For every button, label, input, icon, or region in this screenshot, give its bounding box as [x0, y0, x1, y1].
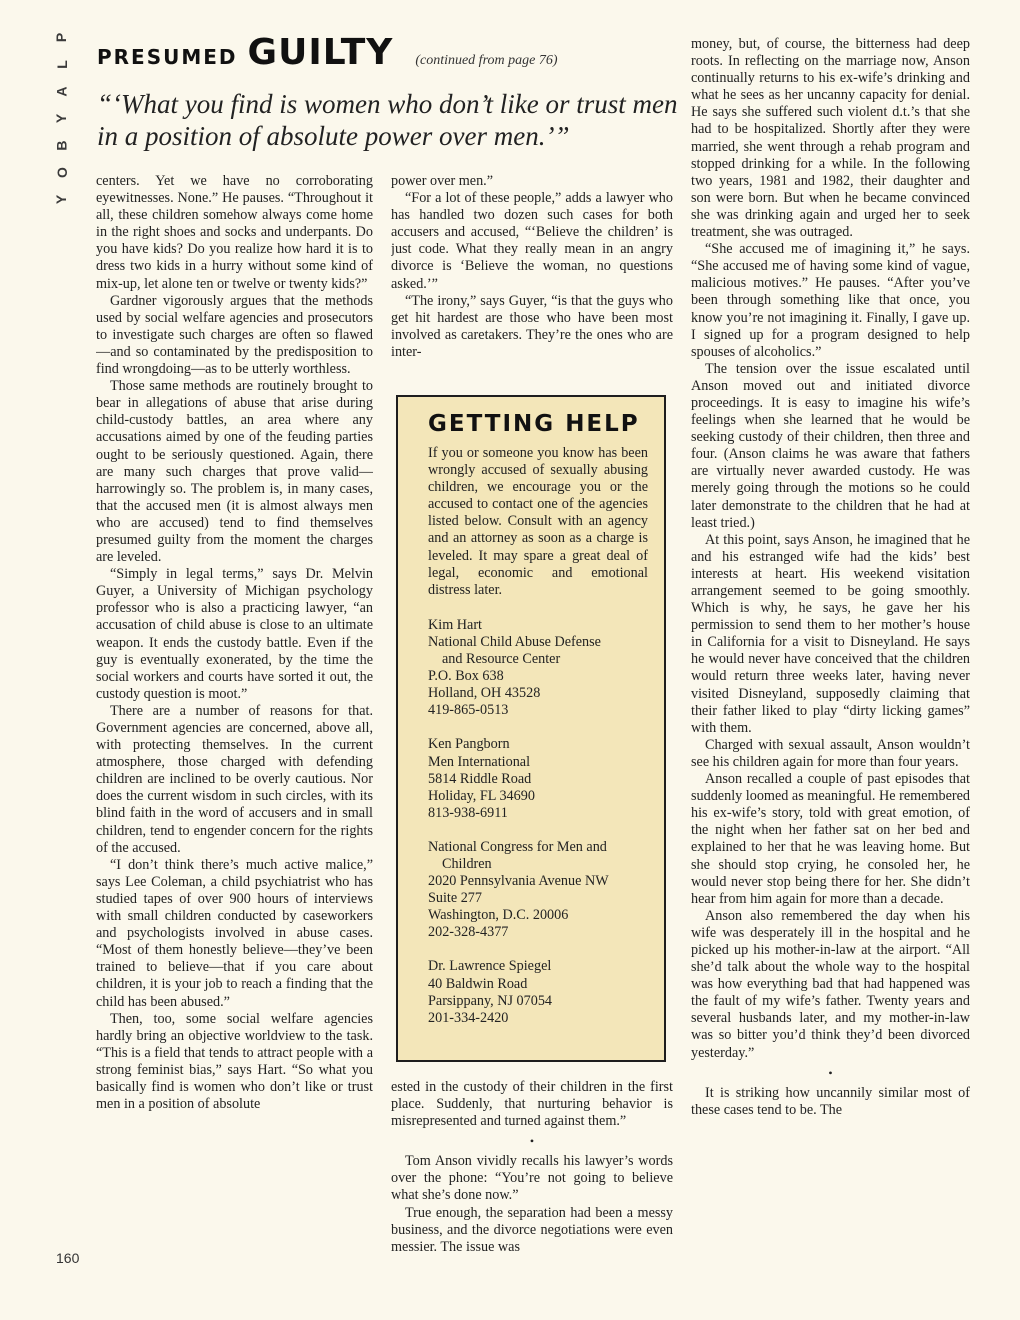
page-number: 160 — [56, 1250, 80, 1266]
sidebar-intro: If you or someone you know has been wrongly accused of sexually abusing children, we encourage you or the accused to contact one of the agencies listed below. Consult with an agency and an attorney as soon as a charge is leveled. It may spare a great deal of legal, economic and emotional distress later. — [428, 445, 648, 598]
contact-line: Kim Hart — [428, 616, 482, 633]
paragraph: Anson also remembered the day when his wife was desperately ill in the hospital and he picked up his mother-in-law at the airport. “All she’d talk about the whole way to the hospital was how everything bad that had happened was the fault of my wife’s father. Twenty years and several husbands later, and my mother-in-law was so bitter you’d think they’d been divorced yesterday.” — [691, 907, 970, 1061]
column-3 — [691, 36, 970, 1276]
magazine-letter: P — [53, 32, 70, 43]
magazine-letter: O — [53, 167, 70, 178]
paragraph: “For a lot of these people,” adds a lawyer who has handled two dozen such cases for both accusers and accused, “‘Believe the children’ is just code. What they really mean in an angry divorce is ‘Believe the woman, no questions asked.’” — [391, 190, 673, 292]
contact-line: Parsippany, NJ 07054 — [428, 992, 553, 1009]
paragraph: “She accused me of imagining it,” he says. “She accused me of having some kind of vague, malicious motives.” He pauses. “After you’ve been through something like that once, you know you’re not imagining it. Finally, I gave up. I signed up for a program designed to help spouses of alcoholics.” — [691, 241, 970, 360]
column-2-bottom — [391, 1079, 673, 1279]
contact-line: 419-865-0513 — [428, 702, 509, 719]
column-2-top — [391, 173, 673, 373]
paragraph: Anson recalled a couple of past episodes that suddenly loomed as meaningful. He remembered his ex-wife’s story, told with great emotion, of the night when her father sat on her bed and explained to her that he was leaving home. But she should stop crying, he consoled her, he would never stop being there for her. She didn’t hear from him again for more than a decade. — [691, 771, 970, 907]
contact-line: Holiday, FL 34690 — [428, 787, 535, 804]
continued-note: (continued from page 76) — [415, 53, 558, 68]
paragraph: Charged with sexual assault, Anson wouldn’t see his children again for more than four years. — [691, 736, 970, 770]
contact-entry — [428, 958, 648, 1026]
contact-list — [428, 617, 648, 1027]
pull-quote: “‘What you find is women who don’t like or trust men in a position of absolute power over men.’” — [97, 89, 678, 151]
paragraph: It is striking how uncannily similar most of these cases tend to be. The — [691, 1084, 970, 1118]
contact-entry — [428, 736, 648, 821]
magazine-letter: L — [53, 60, 70, 69]
paragraph: power over men.” — [391, 173, 494, 189]
contact-line: 40 Baldwin Road — [428, 975, 528, 992]
contact-line: 201-334-2420 — [428, 1009, 509, 1026]
magazine-letter: B — [53, 140, 70, 151]
contact-line: Washington, D.C. 20006 — [428, 907, 569, 924]
contact-line: Ken Pangborn — [428, 736, 510, 753]
contact-line: 202-328-4377 — [428, 924, 509, 941]
contact-line: Children — [442, 855, 492, 872]
paragraph: True enough, the separation had been a messy business, and the divorce negotiations were even messier. The issue was — [391, 1204, 673, 1255]
contact-line: and Resource Center — [442, 651, 561, 668]
contact-line: 813-938-6911 — [428, 804, 508, 821]
paragraph: “I don’t think there’s much active malice,” says Lee Coleman, a child psychiatrist who has studied tapes of over 900 hours of interviews with small children conducted by caseworkers and psychologists involved in abuse cases. “Most of them honestly believe—they’ve been trained to believe—that if you care about children, it is your job to reach a finding that the child has been abused.” — [96, 856, 373, 1010]
contact-line: Dr. Lawrence Spiegel — [428, 958, 552, 975]
title-presumed: PRESUMED — [97, 45, 238, 69]
paragraph: ested in the custody of their children in the first place. Suddenly, that nurturing behavior is misrepresented and turned against them.” — [391, 1079, 673, 1130]
paragraph: centers. Yet we have no corroborating eyewitnesses. None.” He pauses. “Throughout it all, these children somehow always come home in the right shoes and socks and underpants. Do you have kids? Do you realize how hard it is to dress two kids in a hurry without some kind of mix-up, let alone ten or twelve or twenty kids?” — [96, 173, 373, 292]
magazine-name-vertical — [52, 24, 72, 224]
contact-line: 5814 Riddle Road — [428, 770, 532, 787]
section-break-bullet: • — [828, 1065, 833, 1080]
magazine-letter: Y — [53, 113, 70, 124]
contact-line: Suite 277 — [428, 890, 482, 907]
sidebar-title: GETTING HELP — [428, 411, 640, 437]
paragraph: The tension over the issue escalated until Anson moved out and initiated divorce proceedings. It is easy to imagine his wife’s feelings when she learned that he would be seeking custody of their children, then three and four. (Anson claims he was aware that fathers are virtually never awarded custody. He was merely going through the motions so he could later demonstrate to the children that he had at least tried.) — [691, 360, 970, 531]
getting-help-sidebar — [396, 395, 666, 1062]
paragraph: “The irony,” says Guyer, “is that the guys who get hit hardest are those who have been most involved as caretakers. They’re the ones who are inter- — [391, 292, 673, 360]
column-1 — [96, 173, 373, 1273]
contact-line: P.O. Box 638 — [428, 668, 504, 685]
paragraph: Those same methods are routinely brought to bear in allegations of abuse that arise during child-custody battles, an area where any accusations aimed by one of the feuding parties ought to be seriously questioned. Again, there are many such charges that prove valid—harrowingly so. The problem is, in many cases, that the accused men (it is almost always men who are accused) tend to find themselves presumed guilty from the moment the charges are leveled. — [96, 378, 373, 566]
paragraph: money, but, of course, the bitterness had deep roots. In reflecting on the marriage now, Anson continually returns to his ex-wife’s drinking and what he sees as her uncanny capacity for denial. He says she suffered such violent d.t.’s that she had to be hospitalized. Shortly after they were married, she went through a rehab program and stopped drinking for a while. In the following two years, 1981 and 1982, their daughter and son were born. But when he became convinced she was drinking again and urged her to seek treatment, she was outraged. — [691, 36, 970, 241]
paragraph: Then, too, some social welfare agencies hardly bring an objective worldview to the task. “This is a field that tends to attract people with a strong feminist bias,” says Hart. “So what you basically find is women who don’t like or trust men in a position of absolute — [96, 1010, 373, 1113]
paragraph: “Simply in legal terms,” says Dr. Melvin Guyer, a University of Michigan psychology professor who is also a practicing lawyer, “an accusation of child abuse is close to an ultimate weapon. It ends the custody battle. Even if the guy is eventually exonerated, by the time the social workers and courts have sorted it out, the custody question is moot.” — [96, 566, 373, 702]
section-break-bullet: • — [529, 1134, 535, 1149]
contact-line: National Child Abuse Defense — [428, 633, 601, 650]
paragraph: There are a number of reasons for that. Government agencies are concerned, above all, with protecting themselves. In the current atmosphere, those charged with defending children are inclined to be overly cautious. Nor does the current wisdom in such circles, with its blind faith in the word of accusers and in small children, tend to engender concern for the rights of the accused. — [96, 702, 373, 856]
paragraph: Tom Anson vividly recalls his lawyer’s words over the phone: “You’re not going to believe what she’s done now.” — [391, 1153, 673, 1204]
article-header — [97, 32, 558, 72]
paragraph: Gardner vigorously argues that the methods used by social welfare agencies and prosecutors to investigate such charges are often so flawed—and so contaminated by the predisposition to find wrongdoing—as to be utterly worthless. — [96, 292, 373, 378]
contact-line: 2020 Pennsylvania Avenue NW — [428, 873, 609, 890]
contact-line: Men International — [428, 753, 531, 770]
paragraph: At this point, says Anson, he imagined that he and his estranged wife had the kids’ best interests at heart. His weekend visitation arrangement seemed to be going smoothly. Which is why, he says, he gave her his permission to send them to her mother’s house in California for a visit to Disneyland. He says he would never have conceived that the children would return three weeks later, having never visited Disneyland, supposedly claiming that their father liked to play “dirty licking games” with them. — [691, 531, 970, 736]
magazine-letter: A — [53, 86, 70, 97]
contact-entry — [428, 839, 648, 942]
title-guilty: GUILTY — [247, 32, 394, 73]
contact-line: National Congress for Men and — [428, 838, 607, 855]
contact-entry — [428, 617, 648, 720]
contact-line: Holland, OH 43528 — [428, 685, 541, 702]
magazine-letter: Y — [53, 194, 70, 205]
